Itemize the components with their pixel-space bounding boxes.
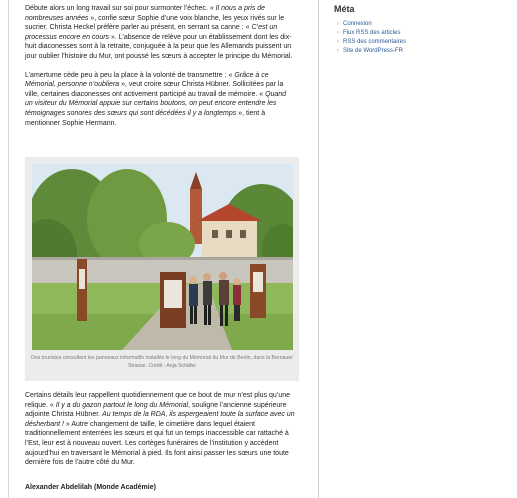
paragraph-text: Certains détails leur rappellent quotidiennement que ce bout de mur n’est plus qu’une relique. «: [25, 392, 291, 409]
article-paragraph: [25, 391, 295, 468]
figure-caption: Des touristes consultent les panneaux informatifs installés le long du Mémorial du Mur de Berlin, dans la Bernauer Strasse. Crédit : Anja Schäfer: [31, 355, 293, 369]
content-left-rule: [8, 0, 9, 498]
quote-text: Il nous a pris de nombreuses années: [25, 5, 266, 22]
paragraph-text: », veut croire sœur Christa Hübner. Sollicitées par la ville, certaines diaconesses ont activement participé au travail de mémoire. «: [25, 81, 284, 98]
article-author: Alexander Abdelilah (Monde Académie): [25, 484, 156, 491]
sidebar-title: Méta: [334, 4, 355, 14]
meta-links: [334, 20, 504, 56]
paragraph-text: » Autre changement de taille, le cimetière dans lequel étaient traditionnellement enterrées les sœurs et qui fut un temps inaccessible car rattaché à l’Est, leur est à nouveau ouvert. Les cortèges funéraires de l’institution y accèdent aujourd’hui en traversant le Mémorial à pied. Ils font ainsi passer les sœurs une toute dernière fois de l’autre côté du Mur.: [25, 420, 289, 467]
quote-text: C’est un processus encore en cours: [25, 24, 278, 41]
article-body-continued: [25, 391, 295, 477]
quote-text: Quand un visiteur du Mémorial appuie sur certains boutons, on peut encore entendre les témoignages sonores des sœurs qui sont décédées il y a longtemps: [25, 90, 287, 117]
quote-text: Au temps de la RDA, ils aspergeaient toute la surface avec un désherbant !: [25, 411, 295, 428]
quote-text: Il y a du gazon partout le long du Mémorial: [55, 401, 189, 409]
paragraph-text: », tient à mentionner Sophie Hermann.: [25, 109, 266, 127]
article-paragraph: [25, 4, 295, 62]
paragraph-text: ». L’absence de relève pour un établissement dont les dix-huit diaconesses sont à la retraite, conjuguée à la peur que les Allemands puissent un jour oublier l’histoire du Mur, ont poussé les sœurs à accepter le principe du Mémorial.: [25, 33, 293, 60]
article-paragraph: [25, 71, 295, 129]
memorial-photo: [32, 164, 293, 350]
meta-link-rss-comments[interactable]: › RSS des commentaires: [343, 38, 504, 47]
paragraph-text: Débute alors un long travail sur soi pour surmonter l’échec. «: [25, 5, 216, 12]
quote-text: Grâce à ce Mémorial, personne n’oubliera: [25, 71, 269, 89]
sidebar-meta: [334, 4, 504, 56]
meta-link-wordpress[interactable]: › Site de WordPress-FR: [343, 47, 504, 56]
paragraph-text: , souligne l’ancienne supérieure adjointe Christa Hübner.: [25, 401, 287, 419]
article-body: [25, 4, 295, 137]
meta-link-rss-posts[interactable]: › Flux RSS des articles: [343, 29, 504, 38]
article-figure: [25, 157, 299, 381]
paragraph-text: L’amertume cède peu à peu la place à la volonté de transmettre : «: [25, 71, 235, 79]
paragraph-text: », confie sœur Sophie d’une voix blanche, les yeux rivés sur le sucrier. Christa Heckel préfère parler au présent, en serrant sa canne : «: [25, 14, 285, 32]
meta-link-login[interactable]: › Connexion: [343, 20, 504, 29]
